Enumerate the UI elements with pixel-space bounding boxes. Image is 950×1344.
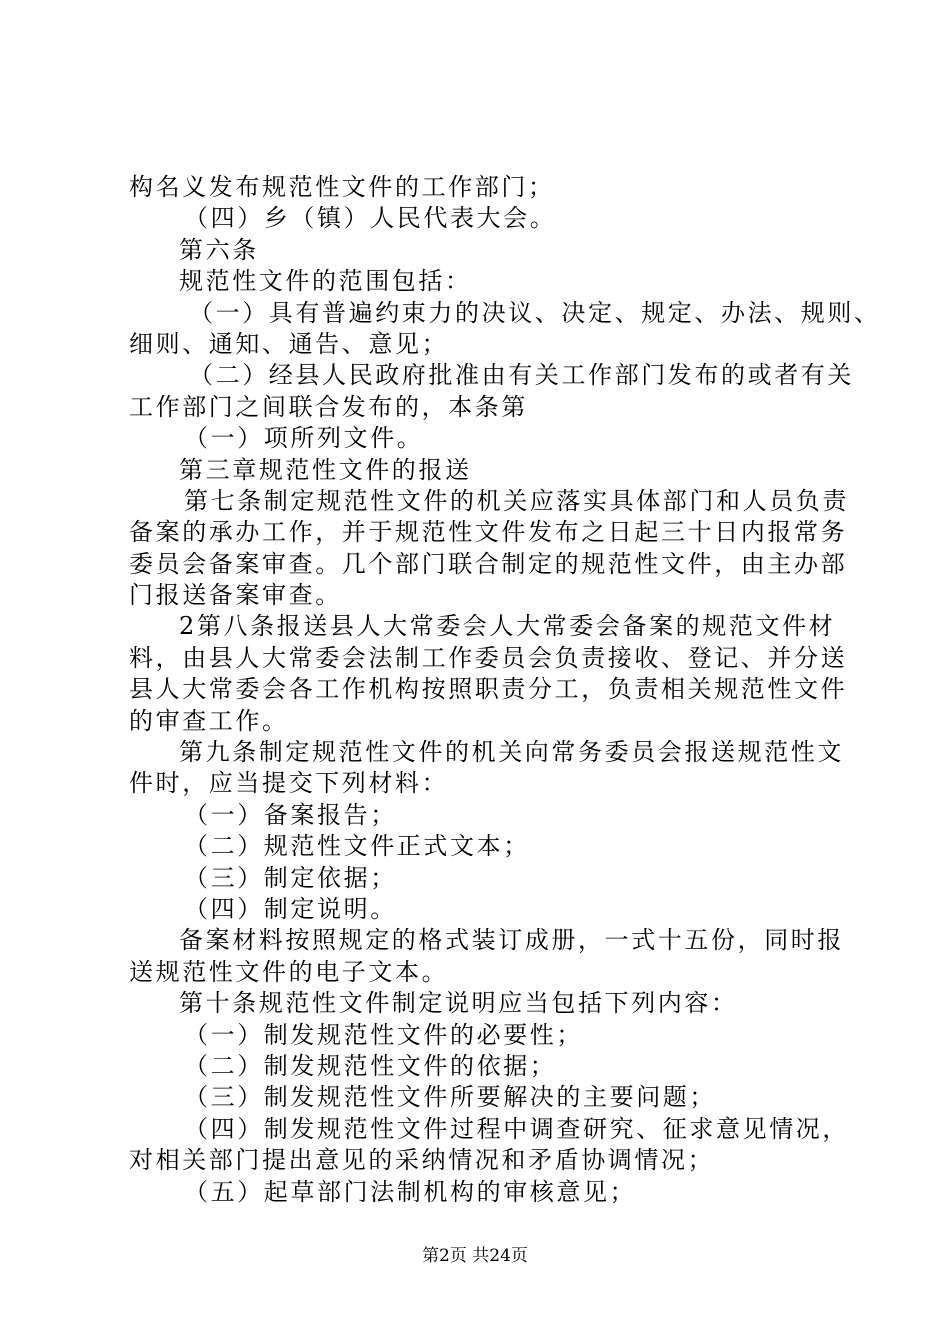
text-line: 门报送备案审查。	[129, 581, 342, 610]
text-line: 构名义发布规范性文件的工作部门；	[129, 173, 555, 201]
text-line: （四）乡（镇）人民代表大会。	[184, 204, 557, 233]
text-line: 的审查工作。	[129, 706, 289, 735]
text-line: 规范性文件的范围包括：	[179, 267, 472, 296]
text-line: 第七条制定规范性文件的机关应落实具体部门和人员负责	[184, 486, 849, 515]
document-body	[129, 172, 881, 1208]
text-line: 备案材料按照规定的格式装订成册，一式十五份，同时报	[179, 926, 844, 955]
text-line: （二）规范性文件正式文本；	[184, 832, 530, 861]
text-line: （三）制定依据；	[184, 863, 397, 892]
text-line: 委员会备案审查。几个部门联合制定的规范性文件，由主办部	[129, 549, 848, 578]
text-line: （二）制发规范性文件的依据；	[184, 1051, 557, 1080]
text-line: 件时，应当提交下列材料：	[129, 769, 449, 798]
text-line: 第九条制定规范性文件的机关向常务委员会报送规范性文	[179, 738, 844, 767]
text-line: 第六条	[179, 235, 259, 264]
text-line: 2第八条报送县人大常委会人大常委会备案的规范文件材	[179, 612, 836, 641]
text-line: （一）备案报告；	[184, 800, 397, 829]
text-line: （五）起草部门法制机构的审核意见；	[184, 1177, 637, 1206]
text-line: （二）经县人民政府批准由有关工作部门发布的或者有关	[189, 361, 854, 390]
page-number-footer: 第2页 共24页	[422, 1246, 528, 1266]
text-line: （四）制发规范性文件过程中调查研究、征求意见情况，	[184, 1114, 849, 1143]
text-line: 第十条规范性文件制定说明应当包括下列内容：	[179, 989, 738, 1018]
text-line: （三）制发规范性文件所要解决的主要问题；	[184, 1083, 716, 1112]
text-line: 细则、通知、通告、意见；	[129, 329, 449, 358]
text-line: 备案的承办工作，并于规范性文件发布之日起三十日内报常务	[129, 518, 848, 547]
text-line: （四）制定说明。	[184, 894, 397, 923]
text-line: 工作部门之间联合发布的，本条第	[129, 392, 528, 421]
text-line: 料，由县人大常委会法制工作委员会负责接收、登记、并分送	[129, 643, 848, 672]
text-line: （一）项所列文件。	[184, 424, 424, 453]
text-line: 县人大常委会各工作机构按照职责分工，负责相关规范性文件	[129, 675, 848, 704]
text-line: 送规范性文件的电子文本。	[129, 957, 449, 986]
text-line: 第三章规范性文件的报送	[179, 455, 472, 484]
text-line: （一）具有普遍约束力的决议、决定、规定、办法、规则、	[189, 298, 881, 327]
text-line: 对相关部门提出意见的采纳情况和矛盾协调情况；	[129, 1146, 715, 1175]
text-line: （一）制发规范性文件的必要性；	[184, 1020, 583, 1049]
